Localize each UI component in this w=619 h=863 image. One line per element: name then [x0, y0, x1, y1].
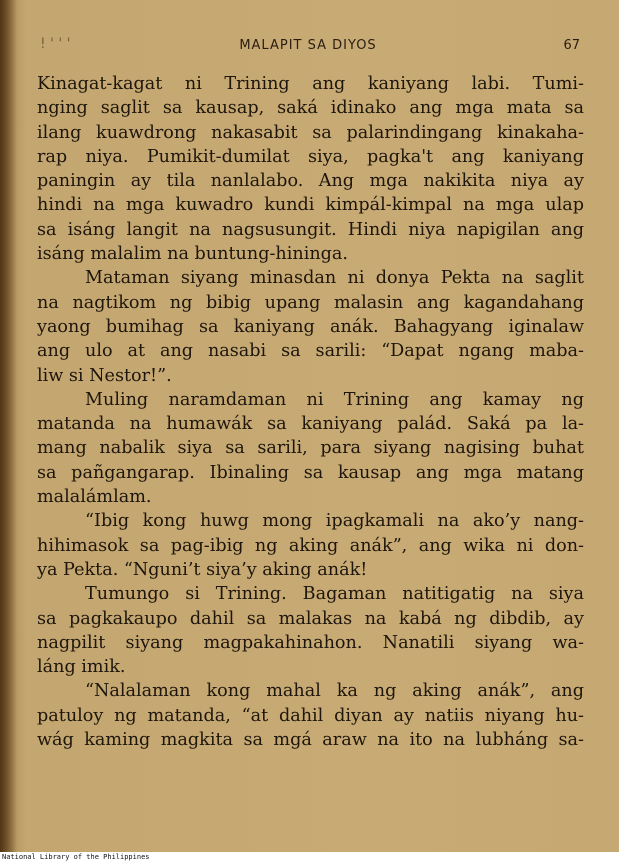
text-line: patuloy ng matanda, “at dahil diyan ay natiis niyang hu-: [37, 705, 584, 726]
text-line: “Ibig kong huwg mong ipagkamali na ako’y nang-: [85, 511, 584, 532]
text-line: láng imik.: [37, 657, 126, 678]
text-line: ilang kuawdrong nakasabit sa palarindingang kinakaha-: [37, 122, 584, 143]
text-line: mang nabalik siya sa sarili, para siyang nagising buhat: [37, 438, 584, 459]
text-line: ya Pekta. “Nguni’t siya’y aking anák!: [37, 559, 368, 580]
text-line: rap niya. Pumikit-dumilat siya, pagka't ang kaniyang: [37, 146, 584, 167]
header-marks: ! ' ' ': [40, 36, 71, 52]
text-line: sa pagkakaupo dahil sa malakas na kabá ng dibdib, ay: [37, 608, 584, 629]
text-line: hindi na mga kuwadro kundi kimpál-kimpal na mga ulap: [37, 195, 584, 216]
text-line: paningin ay tila nanlalabo. Ang mga nakikita niya ay: [37, 171, 584, 192]
text-line: Kinagat-kagat ni Trining ang kaniyang labi. Tumi-: [37, 74, 584, 94]
footer-credit: National Library of the Philippines: [2, 853, 150, 861]
text-line: wág kaming magkita sa mgá araw na ito na lubháng sa-: [37, 730, 584, 751]
running-head: MALAPIT SA DIYOS: [239, 38, 377, 53]
text-line: sa isáng langit na nagsusungit. Hindi niya napigilan ang: [37, 219, 584, 240]
text-line: nging saglit sa kausap, saká idinako ang mga mata sa: [37, 98, 584, 119]
text-line: “Nalalaman kong mahal ka ng aking anák”, ang: [85, 681, 584, 702]
text-line: na nagtikom ng bibig upang malasin ang kagandahang: [37, 292, 584, 313]
text-line: Tumungo si Trining. Bagaman natitigatig na siya: [85, 584, 584, 605]
text-line: sa pañgangarap. Ibinaling sa kausap ang mga matang: [37, 462, 584, 483]
text-line: ang ulo at ang nasabi sa sarili: “Dapat ngang maba-: [37, 341, 584, 362]
text-line: liw si Nestor!”.: [37, 365, 172, 386]
text-line: nagpilit siyang magpakahinahon. Nanatili siyang wa-: [37, 632, 584, 653]
text-line: hihimasok sa pag-ibig ng aking anák”, ang wika ni don-: [37, 535, 584, 556]
text-line: Mataman siyang minasdan ni donya Pekta na saglit: [85, 268, 584, 289]
text-line: yaong bumihag sa kaniyang anák. Bahagyang iginalaw: [37, 316, 584, 337]
text-line: Muling naramdaman ni Trining ang kamay ng: [85, 389, 584, 410]
body-text: [37, 72, 584, 752]
page-header: [30, 36, 586, 56]
text-line: isáng malalim na buntung-hininga.: [37, 244, 349, 265]
text-line: malalámlam.: [37, 487, 152, 508]
text-line: matanda na humawák sa kaniyang palád. Saká pa la-: [37, 414, 584, 435]
page-number: 67: [563, 38, 580, 53]
